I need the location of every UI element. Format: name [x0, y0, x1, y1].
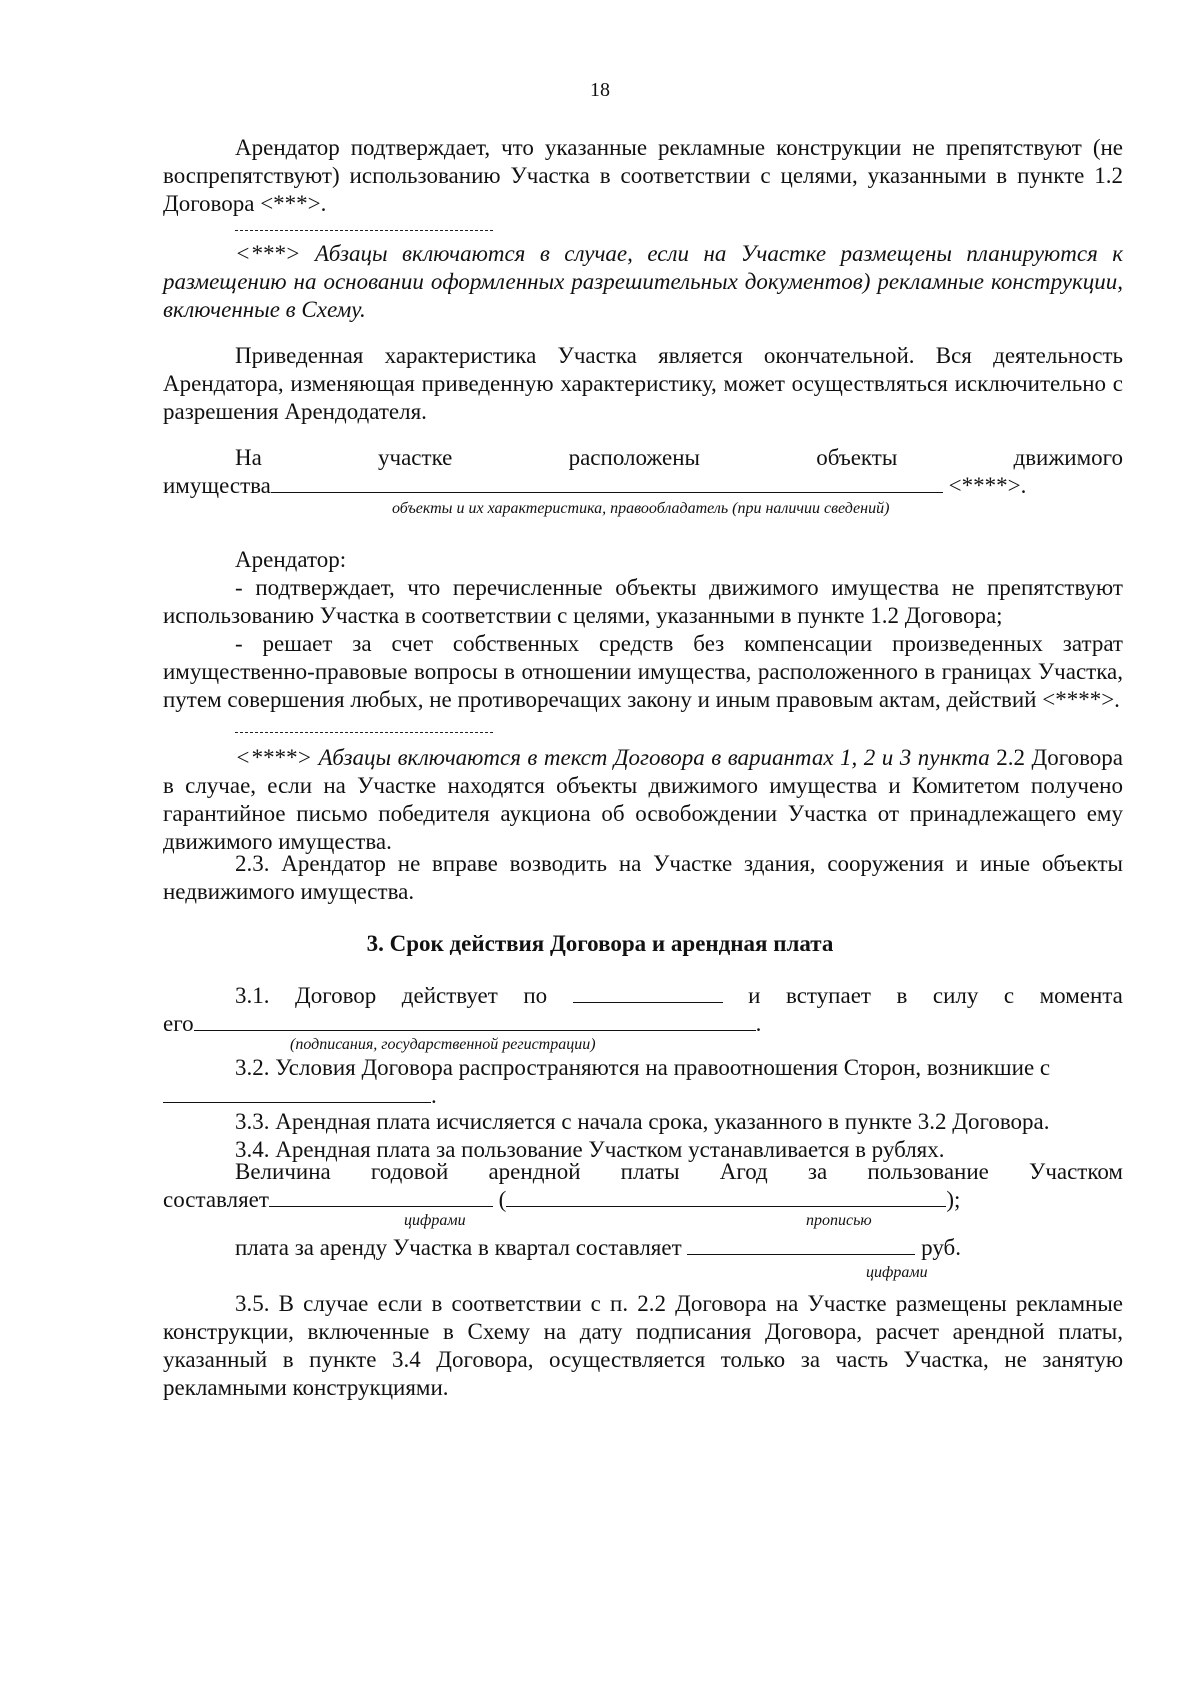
clause-3-2 — [163, 1054, 1123, 1110]
footnote-movable — [163, 744, 1123, 856]
paragraph-text: 3.2. Условия Договора распространяются на правоотношения Сторон, возникшие с — [235, 1055, 1051, 1080]
relations-start-date-blank[interactable] — [163, 1082, 431, 1103]
paragraph-text: 3.5. В случае если в соответствии с п. 2.2 Договора на Участке размещены рекламные конструкции, включенные в Схему на дату подписания Договора, расчет арендной платы, указанный в пункте 3.4 Договора, осуществляется только за часть Участка, не занятую рекламными конструкциями. — [163, 1291, 1123, 1400]
quarter-digits-caption: цифрами — [866, 1264, 928, 1281]
word: платы — [620, 1159, 680, 1184]
quarter-rent-line — [163, 1234, 1123, 1262]
word: арендной — [488, 1159, 581, 1184]
word: имущества — [163, 473, 271, 498]
word: На — [235, 445, 262, 470]
clause-3-1 — [163, 982, 1123, 1038]
movable-property-blank[interactable] — [271, 472, 943, 493]
clause-3-1-second-line — [163, 1010, 1123, 1038]
digits-caption: цифрами — [404, 1212, 466, 1229]
paragraph-text: Арендатор подтверждает, что указанные рекламные конструкции не препятствуют (не воспрепятствуют) использованию Участка в соответствии с целями, указанными в пункте 1.2 Договора <***>. — [163, 135, 1123, 216]
effective-moment-blank[interactable] — [194, 1010, 756, 1031]
word: Участком — [1029, 1159, 1123, 1184]
word: годовой — [370, 1159, 449, 1184]
clauses-3-3-3-4 — [163, 1108, 1123, 1164]
word: расположены — [568, 445, 700, 470]
divider-line — [235, 732, 493, 733]
word: за — [807, 1159, 828, 1184]
quarter-rent-blank[interactable] — [687, 1234, 915, 1255]
period: . — [431, 1083, 437, 1108]
footnote-divider — [163, 732, 1123, 733]
open-paren: ( — [498, 1187, 507, 1212]
quarter-text: плата за аренду Участка в квартал составляет — [235, 1235, 682, 1260]
paragraph-text: 2.3. Арендатор не вправе возводить на Участке здания, сооружения и иные объекты недвижимого имущества. — [163, 851, 1123, 904]
footnote-advertising — [163, 240, 1123, 324]
paragraph-characteristic — [163, 342, 1123, 426]
word: вступает — [786, 983, 871, 1008]
word: его — [163, 1011, 194, 1036]
movable-property-caption: объекты и их характеристика, правообладатель (при наличии сведений) — [392, 500, 890, 517]
word: объекты — [816, 445, 898, 470]
word: по — [523, 983, 548, 1008]
contract-end-date-blank[interactable] — [573, 982, 723, 1003]
clause-3-2-second-line — [163, 1082, 1123, 1110]
movable-first-line — [163, 444, 1123, 472]
currency-unit: руб. — [921, 1235, 961, 1260]
word: действует — [401, 983, 498, 1008]
word: участке — [378, 445, 453, 470]
tenant-label: Арендатор: — [235, 547, 347, 572]
paragraph-2-3 — [163, 850, 1123, 906]
effective-moment-caption: (подписания, государственной регистрации) — [290, 1036, 596, 1053]
word: Договор — [295, 983, 377, 1008]
annual-rent-second-line — [163, 1186, 1123, 1214]
word: Агод — [719, 1159, 768, 1184]
clause-3-5 — [163, 1290, 1123, 1402]
word: силу — [932, 983, 979, 1008]
annual-rent — [163, 1158, 1123, 1214]
paragraph-advertising-confirmation — [163, 134, 1123, 218]
annual-rent-words-blank[interactable] — [506, 1186, 946, 1207]
page-number: 18 — [590, 79, 610, 101]
annual-rent-digits-blank[interactable] — [269, 1186, 493, 1207]
tenant-obligations — [163, 546, 1123, 714]
paragraph-text: 3.3. Арендная плата исчисляется с начала срока, указанного в пункте 3.2 Договора. — [235, 1109, 1050, 1134]
footnote-ref: <****>. — [948, 473, 1027, 498]
word: с — [1003, 983, 1015, 1008]
footnote-plain-text: 2.2 Договора в случае, если на Участке находятся объекты движимого имущества и Комитетом получено гарантийное письмо победителя аукциона об освобождении Участка от принадлежащего ему движимого имущества. — [163, 745, 1123, 854]
period: . — [755, 1011, 762, 1036]
word: движимого — [1013, 445, 1123, 470]
divider-line — [235, 230, 493, 231]
quarter-rent — [163, 1234, 1123, 1262]
section-3-title: 3. Срок действия Договора и арендная плата — [366, 931, 834, 956]
movable-property-section — [163, 444, 1123, 500]
annual-rent-first-line — [163, 1158, 1123, 1186]
clause-3-1-first-line — [163, 982, 1123, 1010]
word: в — [896, 983, 908, 1008]
paragraph-text: Приведенная характеристика Участка является окончательной. Вся деятельность Арендатора, изменяющая приведенную характеристику, может осуществляться исключительно с разрешения Арендодателя. — [163, 343, 1123, 424]
word: составляет — [163, 1187, 269, 1212]
obligation-item: - решает за счет собственных средств без компенсации произведенных затрат имущественно-правовые вопросы в отношении имущества, расположенного в границах Участка, путем совершения любых, не противоречащих закону и иным правовым актам, действий <****>. — [163, 631, 1123, 712]
obligation-item: - подтверждает, что перечисленные объекты движимого имущества не препятствуют использованию Участка в соответствии с целями, указанными в пункте 1.2 Договора; — [163, 575, 1123, 628]
word: момента — [1039, 983, 1123, 1008]
footnote-text: <***> Абзацы включаются в случае, если на Участке размещены планируются к размещению на основании оформленных разрешительных документов) рекламные конструкции, включенные в Схему. — [163, 241, 1123, 322]
word: Величина — [235, 1159, 331, 1184]
footnote-text — [163, 744, 1123, 856]
movable-second-line — [163, 472, 1123, 500]
word: пользование — [867, 1159, 989, 1184]
footnote-italic-text: <****> Абзацы включаются в текст Договора в вариантах 1, 2 и 3 пункта — [235, 745, 990, 770]
close-paren: ); — [946, 1187, 961, 1212]
word: и — [748, 983, 761, 1008]
word: 3.1. — [235, 983, 270, 1008]
footnote-divider — [163, 230, 1123, 231]
words-caption: прописью — [806, 1212, 872, 1229]
paragraph-text: 3.4. Арендная плата за пользование Участком устанавливается в рублях. — [235, 1137, 945, 1162]
